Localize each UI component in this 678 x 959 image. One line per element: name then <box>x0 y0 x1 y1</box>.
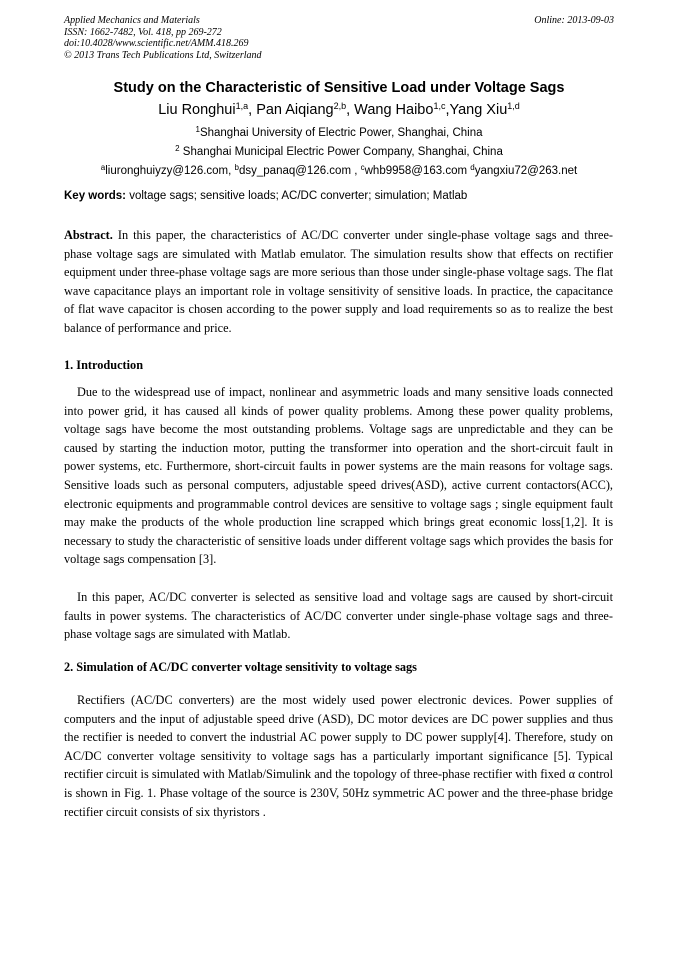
affiliation-marker: 1 <box>195 125 200 134</box>
body-paragraph: Rectifiers (AC/DC converters) are the most widely used power electronic devices. Power supplies of computers and the input of adjustable speed drive (ASD), DC motor devices are DC power supplies and thus the rectifier is needed to convert the industrial AC power supply to DC power supply[4]. Therefore, study on AC/DC converter voltage sensitivity to voltage sags has a particularly important significance [5]. Typical rectifier circuit is simulated with Matlab/Simulink and the topology of three-phase rectifier with fixed α control is shown in Fig. 1. Phase voltage of the source is 230V, 50Hz symmetric AC power and the three-phase bridge rectifier circuit consists of six thyristors . <box>64 693 613 819</box>
author-affiliation-marker: 2,b <box>333 101 347 111</box>
abstract-text: In this paper, the characteristics of AC/DC converter under single-phase voltage sags and three-phase voltage sags are simulated with Matlab emulator. The simulation results show that effects on rectifier equipment under three-phase voltage sags are more serious than those under single-phase voltage sags. The flat wave capacitance plays an important role in voltage sensitivity of sensitive loads. In practice, the capacitance of flat wave capacitor is chosen according to the power supply and load requirements so as to realize the best balance of performance and price. <box>64 228 613 335</box>
author-separator: , <box>445 102 450 118</box>
email-address: liuronghuiyzy@126.com, <box>105 165 235 177</box>
email-address: dsy_panaq@126.com , <box>238 165 361 177</box>
email-marker: c <box>360 163 365 172</box>
journal-name: Applied Mechanics and Materials <box>64 15 200 26</box>
author-emails <box>40 165 638 177</box>
keywords-text: voltage sags; sensitive loads; AC/DC converter; simulation; Matlab <box>126 190 468 202</box>
abstract-label: Abstract. <box>64 228 113 242</box>
author-affiliation-marker: 1,c <box>433 101 446 111</box>
affiliation-1 <box>40 127 638 139</box>
email-marker: a <box>100 163 106 172</box>
affiliation-marker: 2 <box>175 144 180 153</box>
journal-copyright: © 2013 Trans Tech Publications Ltd, Switzerland <box>64 49 262 61</box>
email-address: yangxiu72@263.net <box>474 165 578 177</box>
author-list <box>40 102 638 118</box>
body-paragraph: Due to the widespread use of impact, nonlinear and asymmetric loads and many sensitive loads connected into power grid, it has caused all kinds of power quality problems. Among these power quality problems, voltage sags have become the most outstanding problems. Voltage sags are unpredictable and they can be caused by starting the induction motor, putting the transformer into operation and the short-circuit fault in power systems, etc. Furthermore, short-circuit faults in power systems are the main reasons for voltage sags. Sensitive loads such as personal computers, adjustable speed drives(ASD), active current contactors(ACC), electronic equipments and programmable control devices are sensitive to voltage sags ; single equipment fault may make the products of the whole production line scrapped which brings great economic loss[1,2]. It is necessary to study the characteristic of sensitive loads under different voltage sags which provides the basis for voltage sags compensation [3]. <box>64 385 613 567</box>
author-affiliation-marker: 1,d <box>507 101 520 111</box>
journal-issn: ISSN: 1662-7482, Vol. 418, pp 269-272 <box>64 26 222 38</box>
paper-title: Study on the Characteristic of Sensitive Load under Voltage Sags <box>113 80 565 96</box>
abstract <box>64 226 613 338</box>
keywords <box>64 190 467 202</box>
email-address: whb9958@163.com <box>364 165 471 177</box>
author-name: Wang Haibo <box>354 102 434 118</box>
keywords-label: Key words: <box>64 190 126 202</box>
affiliation-text: Shanghai Municipal Electric Power Company, Shanghai, China <box>179 146 503 158</box>
author-name: Pan Aiqiang <box>256 102 334 118</box>
journal-doi: doi:10.4028/www.scientific.net/AMM.418.269 <box>64 38 249 49</box>
email-marker: b <box>234 163 239 172</box>
affiliation-2 <box>40 146 638 158</box>
affiliation-text: Shanghai University of Electric Power, Shanghai, China <box>199 127 483 139</box>
author-separator: , <box>346 102 355 118</box>
journal-header <box>64 15 262 61</box>
author-separator: , <box>248 102 257 118</box>
author-name: Yang Xiu <box>449 102 508 118</box>
section-heading-simulation: 2. Simulation of AC/DC converter voltage sensitivity to voltage sags <box>64 660 417 674</box>
online-date: Online: 2013-09-03 <box>534 15 614 26</box>
email-marker: d <box>470 163 475 172</box>
author-affiliation-marker: 1,a <box>235 101 249 111</box>
author-name: Liu Ronghui <box>158 102 236 118</box>
section-heading-introduction: 1. Introduction <box>64 358 144 372</box>
body-paragraph: In this paper, AC/DC converter is selected as sensitive load and voltage sags are caused by short-circuit faults in power systems. The characteristics of AC/DC converter under single-phase voltage sags and three-phase voltage sags are simulated with Matlab. <box>64 590 613 642</box>
